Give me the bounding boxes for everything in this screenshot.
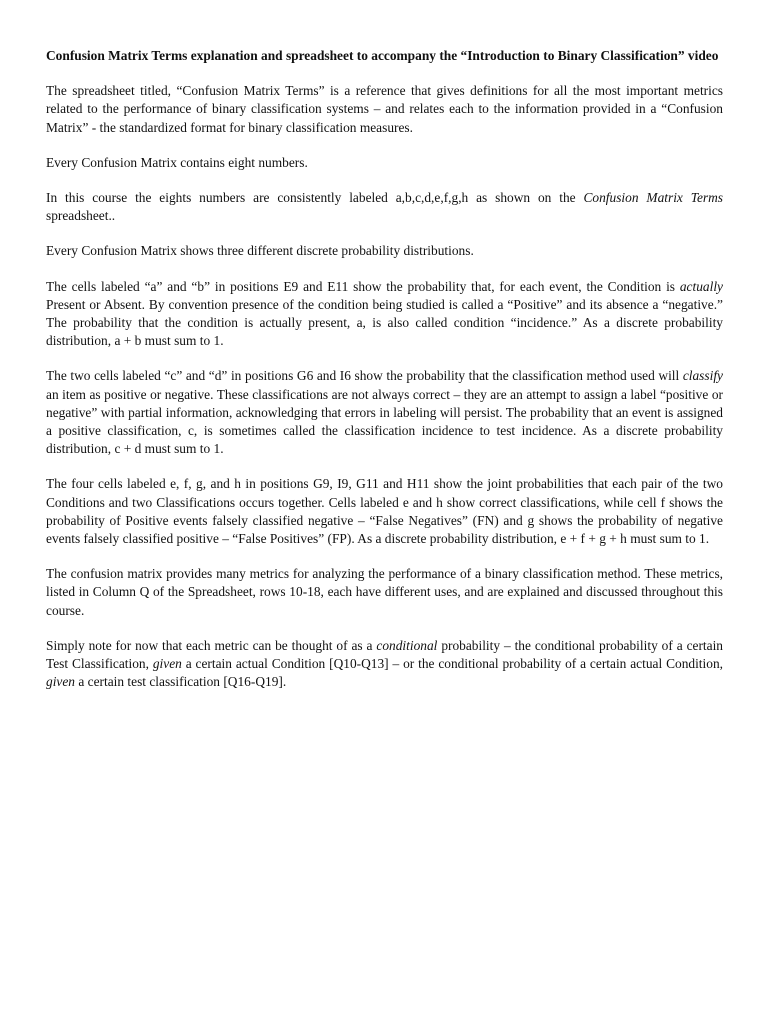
paragraph-classification-italic: classify: [682, 368, 723, 384]
paragraph-labels-text-a: In this course the eights numbers are consistently labeled a,b,c,d,e,f,g,h as shown on the: [46, 190, 584, 206]
paragraph-classification-cells: [46, 367, 723, 458]
paragraph-labels: [46, 189, 723, 225]
paragraph-metrics: The confusion matrix provides many metrics for analyzing the performance of a binary classification method. These metrics, listed in Column Q of the Spreadsheet, rows 10-18, each have different uses, and are explained and discussed throughout this course.: [46, 566, 723, 618]
paragraph-condition-cells: [46, 278, 723, 351]
paragraph-condition-text-b: Present or Absent. By convention presence of the condition being studied is called a “Positive” and its absence a “negative.” The probability that the condition is actually present, a, is also called condition “incidence.” As a discrete probability distribution, a + b must sum to 1.: [46, 296, 723, 349]
document-page: [46, 47, 723, 708]
document-title: Confusion Matrix Terms explanation and spreadsheet to accompany the “Introduction to Binary Classification” video: [46, 48, 719, 63]
paragraph-conditional-text-d: a certain test classification [Q16-Q19].: [75, 674, 287, 690]
paragraph-labels-italic: Confusion Matrix Terms: [583, 190, 723, 206]
paragraph-joint-probabilities: The four cells labeled e, f, g, and h in positions G9, I9, G11 and H11 show the joint probabilities that each pair of the two Conditions and two Classifications occurs together. Cells labeled e and h show correct classifications, while cell f shows the probability of Positive events falsely classified negative – “False Negatives” (FN) and g shows the probability of negative events falsely classified positive – “False Positives” (FP). As a discrete probability distribution, e + f + g + h must sum to 1.: [46, 476, 723, 547]
paragraph-conditional-probability: [46, 637, 723, 692]
paragraph-condition-italic: actually: [679, 278, 723, 294]
paragraph-conditional-italic-1: conditional: [376, 637, 438, 653]
paragraph-conditional-italic-3: given: [46, 674, 75, 690]
paragraph-three-distributions: Every Confusion Matrix shows three different discrete probability distributions.: [46, 243, 474, 259]
paragraph-conditional-text-c: a certain actual Condition [Q10-Q13] – or the conditional probability of a certain actual Condition,: [181, 656, 723, 672]
paragraph-condition-text-a: The cells labeled “a” and “b” in positions E9 and E11 show the probability that, for each event, the Condition is: [46, 278, 680, 294]
paragraph-labels-text-b: spreadsheet..: [46, 208, 116, 224]
paragraph-conditional-italic-2: given: [152, 656, 182, 672]
paragraph-conditional-text-a: Simply note for now that each metric can be thought of as a: [46, 637, 377, 653]
paragraph-classification-text-b: an item as positive or negative. These classifications are not always correct – they are an attempt to assign a label “positive or negative” with partial information, acknowledging that errors in labeling will persist. The probability that an event is assigned a positive classification, c, is sometimes called the classification incidence to test incidence. As a discrete probability distribution, c + d must sum to 1.: [46, 386, 723, 457]
paragraph-spreadsheet-intro: The spreadsheet titled, “Confusion Matrix Terms” is a reference that gives definitions for all the most important metrics related to the performance of binary classification systems – and relates each to the information provided in a “Confusion Matrix” - the standardized format for binary classification measures.: [46, 83, 723, 135]
paragraph-conditional-text-b: probability – the conditional probability of a certain Test Classification,: [46, 637, 724, 672]
paragraph-eight-numbers: Every Confusion Matrix contains eight numbers.: [46, 154, 308, 170]
paragraph-classification-text-a: The two cells labeled “c” and “d” in positions G6 and I6 show the probability that the classification method used will: [46, 368, 683, 384]
